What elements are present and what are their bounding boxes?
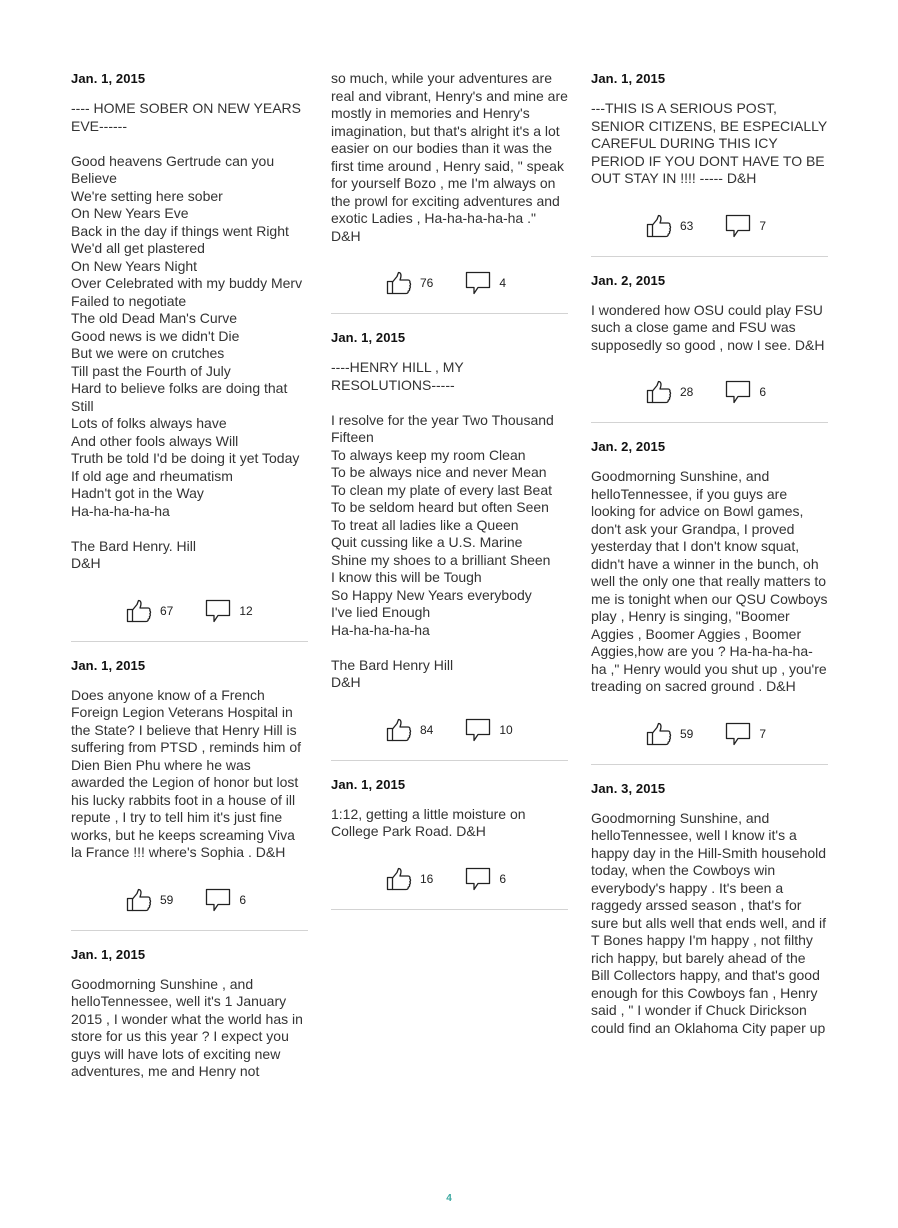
- post-actions: [331, 269, 568, 297]
- post: [71, 946, 308, 1081]
- comment-bubble-icon: [465, 271, 491, 295]
- comment-count: 7: [759, 218, 767, 233]
- post-divider: [331, 909, 568, 910]
- comment-count: 4: [499, 276, 507, 290]
- post-text: 1:12, getting a little moisture on College Park Road. D&H: [331, 805, 530, 839]
- post-divider: [331, 313, 568, 314]
- thumbs-up-icon: [646, 214, 672, 238]
- like-count: 59: [160, 892, 174, 907]
- post-divider: [591, 256, 828, 257]
- comment-button[interactable]: [725, 214, 766, 238]
- post-date: Jan. 3, 2015: [591, 780, 666, 796]
- post-date: Jan. 1, 2015: [331, 776, 406, 792]
- comment-button[interactable]: [465, 867, 506, 891]
- post-date: Jan. 1, 2015: [591, 71, 666, 86]
- like-count: 76: [420, 276, 434, 290]
- comment-count: 10: [499, 722, 513, 737]
- thumbs-up-icon: [126, 599, 152, 623]
- post-date: Jan. 2, 2015: [591, 439, 666, 454]
- comment-button[interactable]: [725, 380, 766, 404]
- post-divider: [71, 930, 308, 931]
- post-divider: [71, 641, 308, 642]
- post: [331, 70, 572, 314]
- comment-button[interactable]: [465, 718, 512, 742]
- like-button[interactable]: [646, 214, 693, 238]
- post-text: Goodmorning Sunshine , and helloTennessee, well it's 1 January 2015 , I wonder what the world has in store for us this year ? I expect you guys will have lots of exciting new adventures, me and Henry not: [71, 975, 307, 1079]
- like-button[interactable]: [386, 271, 433, 295]
- comment-count: 6: [499, 871, 507, 886]
- comment-count: 6: [759, 385, 767, 399]
- thumbs-up-icon: [386, 718, 412, 742]
- like-count: 67: [160, 603, 174, 618]
- comment-bubble-icon: [725, 214, 751, 238]
- comment-button[interactable]: [205, 599, 252, 623]
- post-divider: [591, 764, 828, 765]
- comment-button[interactable]: [205, 888, 246, 912]
- post: [591, 272, 828, 424]
- post: [591, 70, 831, 257]
- comment-bubble-icon: [205, 888, 231, 912]
- comment-button[interactable]: [465, 271, 506, 295]
- post-actions: [71, 597, 308, 625]
- comment-count: 7: [759, 726, 767, 741]
- like-count: 84: [420, 722, 434, 737]
- post-text: I wondered how OSU could play FSU such a close game and FSU was supposedly so good , now I see. D&H: [591, 301, 827, 353]
- post-text: so much, while your adventures are real and vibrant, Henry's and mine are mostly in memories and Henry's imagination, but that's alright it's a lot easier on our bodies than it was the first time around , Henry said, " speak for yourself Bozo , me I'm always on the prowl for exciting adventures and exotic Ladies , Ha-ha-ha-ha-ha ." D&H: [331, 70, 572, 244]
- column-3: [591, 70, 832, 1037]
- post: [71, 657, 308, 931]
- page-number: 4: [446, 1193, 452, 1204]
- column-2: [331, 70, 572, 925]
- comment-button[interactable]: [725, 722, 766, 746]
- post: [591, 438, 832, 765]
- post-actions: [331, 716, 568, 744]
- comment-bubble-icon: [205, 599, 231, 623]
- like-button[interactable]: [126, 888, 173, 912]
- post: [331, 776, 568, 910]
- like-button[interactable]: [386, 718, 433, 742]
- thumbs-up-icon: [126, 888, 152, 912]
- post-text: ----HENRY HILL , MY RESOLUTIONS----- I resolve for the year Two Thousand Fifteen To always keep my room Clean To be always nice and never Mean To clean my plate of every last Beat To be seldom heard but often Seen To treat all ladies like a Queen Quit cussing like a U.S. Marine Shine my shoes to a brilliant Sheen I know this will be Tough So Happy New Years everybody I've lied Enough Ha-ha-ha-ha-ha The Bard Henry Hill D&H: [331, 359, 554, 690]
- post: [331, 329, 568, 761]
- post-actions: [591, 212, 828, 240]
- post: [71, 70, 308, 642]
- thumbs-up-icon: [646, 380, 672, 404]
- comment-bubble-icon: [465, 718, 491, 742]
- like-count: 28: [680, 385, 694, 399]
- post-date: Jan. 1, 2015: [71, 657, 146, 673]
- comment-bubble-icon: [465, 867, 491, 891]
- post-date: Jan. 2, 2015: [591, 272, 666, 288]
- post-divider: [591, 422, 828, 423]
- like-button[interactable]: [126, 599, 173, 623]
- like-button[interactable]: [386, 867, 433, 891]
- like-count: 59: [680, 726, 694, 741]
- like-count: 16: [420, 871, 434, 886]
- post-text: Goodmorning Sunshine, and helloTennessee, if you guys are looking for advice on Bowl games, don't ask your Grandpa, I proved yesterday that I don't know squat, didn't have a winner in the bunch, oh well the only one that really matters to me is tonight when our QSU Cowboys play , Henry is singing, "Boomer Aggies , Boomer Aggies , Boomer Aggies,how are you ? Ha-ha-ha-ha-ha ," Henry would you shut up , you're treading on sacred ground . D&H: [591, 468, 832, 694]
- like-count: 63: [680, 218, 694, 233]
- comment-count: 12: [239, 603, 253, 618]
- post-actions: [591, 378, 828, 406]
- thumbs-up-icon: [386, 867, 412, 891]
- post-date: Jan. 1, 2015: [71, 946, 146, 962]
- like-button[interactable]: [646, 380, 693, 404]
- post-text: Goodmorning Sunshine, and helloTennessee, well I know it's a happy day in the Hill-Smith household today, when the Cowboys win everybody's happy . It's been a raggedy arssed season , that's for sure but alls well that ends well, and if T Bones happy I'm happy , not filthy rich happy, but barely ahead of the Bill Collectors happy, and that's good enough for this Cowboys fan , Henry said , " I wonder if Chuck Dirickson could find an Oklahoma City paper up: [591, 809, 830, 1036]
- comment-count: 6: [239, 892, 247, 907]
- post: [591, 780, 828, 1038]
- post-text: Does anyone know of a French Foreign Legion Veterans Hospital in the State? I believe that Henry Hill is suffering from PTSD , reminds him of Dien Bien Phu where he was awarded the Legion of honor but lost his lucky rabbits foot in a house of ill repute , I try to tell him it's just fine works, but he keeps screaming Viva la France !!! where's Sophia . D&H: [71, 686, 305, 860]
- post-text: ---- HOME SOBER ON NEW YEARS EVE------ Good heavens Gertrude can you Believe We're setting here sober On New Years Eve Back in the day if things went Right We'd all get plastered On New Years Night Over Celebrated with my buddy Merv Failed to negotiate The old Dead Man's Curve Good news is we didn't Die But we were on crutches Till past the Fourth of July Hard to believe folks are doing that Still Lots of folks always have And other fools always Will Truth be told I'd be doing it yet Today If old age and rheumatism Hadn't got in the Way Ha-ha-ha-ha-ha The Bard Henry. Hill D&H: [71, 100, 303, 571]
- comment-bubble-icon: [725, 380, 751, 404]
- post-actions: [331, 865, 568, 893]
- post-date: Jan. 1, 2015: [71, 71, 146, 86]
- thumbs-up-icon: [386, 271, 412, 295]
- post-divider: [331, 760, 568, 761]
- thumbs-up-icon: [646, 722, 672, 746]
- like-button[interactable]: [646, 722, 693, 746]
- comment-bubble-icon: [725, 722, 751, 746]
- post-date: Jan. 1, 2015: [331, 330, 406, 345]
- post-actions: [71, 886, 308, 914]
- column-1: [71, 70, 308, 1081]
- post-text: ---THIS IS A SERIOUS POST, SENIOR CITIZENS, BE ESPECIALLY CAREFUL DURING THIS ICY PERIOD IF YOU DONT HAVE TO BE OUT STAY IN !!!! ----- D&H: [591, 100, 831, 186]
- post-actions: [591, 720, 828, 748]
